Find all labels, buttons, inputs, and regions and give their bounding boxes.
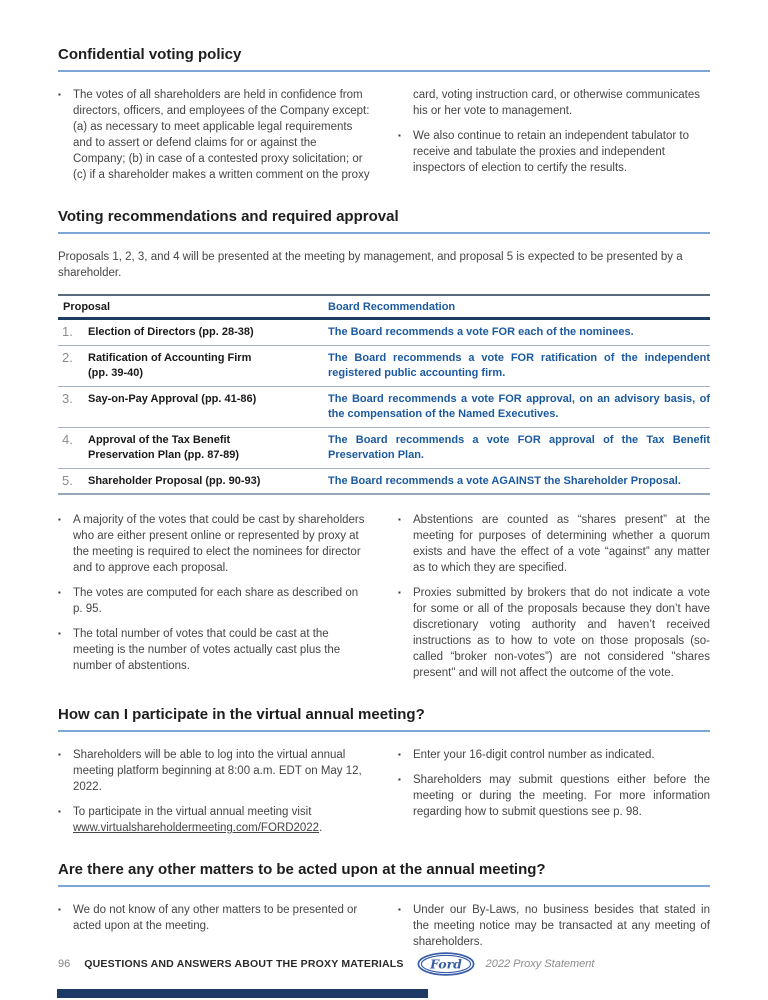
- horizontal-scrollbar-thumb[interactable]: [57, 989, 428, 998]
- proposal-title: Shareholder Proposal (pp. 90-93): [88, 474, 261, 487]
- bullet-text: We do not know of any other matters to be presented or acted upon at the meeting.: [73, 904, 358, 932]
- ford-logo-icon: [417, 952, 475, 976]
- board-recommendation: The Board recommends a vote FOR approval of the Tax Benefit Preservation Plan.: [328, 433, 710, 461]
- bullet-text-before-link: To participate in the virtual annual meeting visit: [73, 806, 312, 818]
- bullet-marker: ▪: [398, 905, 401, 914]
- page-footer: [58, 952, 728, 976]
- bullet-text: Abstentions are counted as “shares present” at the meeting for purposes of determining whether a quorum exists and have the effect of a vote “against” any matter as to which they are specified.: [413, 514, 710, 574]
- bullet-text: Proxies submitted by brokers that do not indicate a vote for some or all of the proposals because they don’t have discretionary voting authority and haven’t received instructions as to how to vote on those proposals (so-called “broker non-votes”) are not considered "shares present" and will not affect the outcome of the vote.: [413, 587, 710, 679]
- participate-left-column: [58, 747, 370, 845]
- bullet-text-after-link: .: [319, 822, 323, 834]
- continuation-text: card, voting instruction card, or otherwise communicates his or her vote to management.: [413, 89, 700, 117]
- section-heading-confidential-voting-policy: Confidential voting policy: [58, 46, 710, 72]
- bullet-item: [58, 804, 370, 836]
- proposal-number: 1.: [62, 324, 73, 339]
- bullet-text: We also continue to retain an independent tabulator to receive and tabulate the proxies and independent inspectors of election to certify the results.: [413, 130, 689, 174]
- column-header-proposal: Proposal: [63, 301, 111, 313]
- bullet-item: [398, 128, 710, 176]
- other-matters-right-column: [398, 902, 710, 959]
- bullet-text: Under our By-Laws, no business besides that stated in the meeting notice may be transacted at any meeting of shareholders.: [413, 904, 710, 948]
- bullet-text: The votes of all shareholders are held in confidence from directors, officers, and employees of the Company except: (a) as necessary to meet applicable legal requirements and to assert or defend claims for or against the Company; (b) in case of a contested proxy solicitation; or (c) if a shareholder makes a written comment on the proxy: [73, 89, 370, 181]
- bullet-text: Enter your 16-digit control number as indicated.: [413, 749, 655, 761]
- bullet-text: A majority of the votes that could be cast by shareholders who are either present online or represented by proxy at the meeting is required to elect the nominees for director and to approve each proposal.: [73, 514, 365, 574]
- bullet-text: The total number of votes that could be cast at the meeting is the number of votes actually cast plus the number of abstentions.: [73, 628, 341, 672]
- section-heading-other-matters: Are there any other matters to be acted upon at the annual meeting?: [58, 861, 710, 887]
- proposal-number: 3.: [62, 390, 73, 406]
- bullet-marker: ▪: [398, 775, 401, 784]
- bullet-text: [73, 804, 370, 836]
- proposal-title: Election of Directors (pp. 28-38): [88, 326, 254, 338]
- voting-right-column: [398, 512, 710, 690]
- bullet-item: [398, 902, 710, 950]
- bullet-text: Shareholders will be able to log into the virtual annual meeting platform beginning at 8:00 a.m. EDT on May 12, 2022.: [73, 749, 362, 793]
- footer-section-title: QUESTIONS AND ANSWERS ABOUT THE PROXY MATERIALS: [84, 958, 404, 970]
- virtual-meeting-link[interactable]: www.virtualshareholdermeeting.com/FORD2022: [73, 822, 320, 834]
- bullet-item: [58, 626, 370, 674]
- bullet-text: The votes are computed for each share as described on p. 95.: [73, 587, 359, 615]
- table-row: [58, 320, 710, 346]
- participate-columns: [58, 747, 710, 845]
- board-recommendation: The Board recommends a vote FOR approval, on an advisory basis, of the compensation of the Named Executives.: [328, 392, 710, 420]
- bullet-item: [58, 747, 370, 795]
- document-title: 2022 Proxy Statement: [485, 958, 595, 970]
- board-recommendation: The Board recommends a vote FOR ratification of the independent registered public accounting firm.: [328, 351, 710, 379]
- other-matters-columns: [58, 902, 710, 959]
- bullet-item: [58, 512, 370, 576]
- participate-right-column: [398, 747, 710, 845]
- proposal-number: 5.: [62, 472, 73, 488]
- page-number: 96: [58, 958, 71, 970]
- bullet-item: [398, 772, 710, 820]
- bullet-item: [398, 747, 710, 763]
- voting-left-column: [58, 512, 370, 690]
- proposal-number: 2.: [62, 349, 73, 365]
- voting-columns: [58, 512, 710, 690]
- bullet-item: [58, 585, 370, 617]
- confidential-left-column: [58, 87, 370, 192]
- bullet-marker: ▪: [398, 588, 401, 597]
- voting-intro-text: Proposals 1, 2, 3, and 4 will be presented at the meeting by management, and proposal 5 is expected to be presented by a shareholder.: [58, 251, 683, 279]
- bullet-marker: ▪: [58, 807, 61, 816]
- bullet-marker: ▪: [58, 629, 61, 638]
- other-matters-left-column: [58, 902, 370, 959]
- bullet-text: Shareholders may submit questions either before the meeting or during the meeting. For more information regarding how to submit questions see p. 98.: [413, 774, 710, 818]
- table-row: [58, 428, 710, 469]
- ford-logo-text: Ford: [429, 956, 462, 972]
- table-row: [58, 346, 710, 387]
- column-header-board-recommendation: Board Recommendation: [328, 301, 456, 313]
- bullet-marker: ▪: [58, 90, 61, 99]
- confidential-right-column: [398, 87, 710, 192]
- proposal-title: Say-on-Pay Approval (pp. 41-86): [88, 392, 257, 405]
- bullet-marker: ▪: [58, 750, 61, 759]
- bullet-marker: ▪: [398, 131, 401, 140]
- board-recommendation: The Board recommends a vote FOR each of the nominees.: [328, 326, 634, 338]
- board-recommendation: The Board recommends a vote AGAINST the Shareholder Proposal.: [328, 474, 681, 487]
- proposal-title: Approval of the Tax Benefit Preservation Plan (pp. 87-89): [88, 433, 239, 461]
- bullet-item: [58, 902, 370, 934]
- bullet-marker: ▪: [58, 588, 61, 597]
- bullet-marker: ▪: [58, 515, 61, 524]
- bullet-marker: ▪: [398, 515, 401, 524]
- bullet-marker: ▪: [58, 905, 61, 914]
- bullet-item: [398, 585, 710, 681]
- proposal-number: 4.: [62, 431, 73, 447]
- bullet-item: [58, 87, 370, 183]
- section-heading-voting-recommendations: Voting recommendations and required approval: [58, 208, 710, 234]
- proposals-table-header: [58, 296, 710, 320]
- section-heading-participate: How can I participate in the virtual annual meeting?: [58, 706, 710, 732]
- proposal-title: Ratification of Accounting Firm (pp. 39-40): [88, 351, 252, 379]
- proposals-table: [58, 294, 710, 495]
- table-row: [58, 387, 710, 428]
- bullet-item: [398, 512, 710, 576]
- bullet-marker: ▪: [398, 750, 401, 759]
- table-row: [58, 469, 710, 496]
- confidential-columns: [58, 87, 710, 192]
